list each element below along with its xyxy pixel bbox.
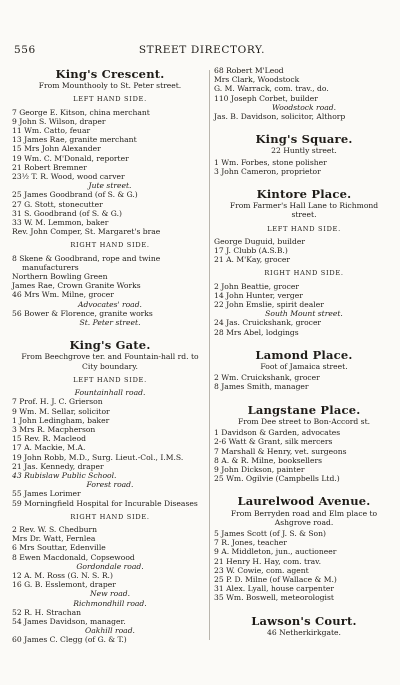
section-intro: Foot of Jamaica street. [260, 362, 348, 372]
directory-section [214, 483, 394, 602]
directory-section [214, 337, 394, 392]
directory-entry: 7 R. Jones, teacher [214, 538, 287, 548]
cross-street: Gordondale road. [76, 561, 144, 571]
side-heading: RIGHT HAND SIDE. [70, 241, 150, 250]
section-title: Langstane Place. [247, 402, 361, 417]
directory-entry: 9 A. Middleton, jun., auctioneer [214, 547, 337, 557]
cross-street: Richmondhill road. [73, 598, 147, 608]
directory-entry: 2 Rev. W. S. Chedburn [12, 524, 98, 534]
directory-entry: 52 R. H. Strachan [12, 607, 82, 617]
directory-entry: George Duguid, builder [214, 236, 305, 246]
section-title: Lamond Place. [255, 347, 353, 362]
directory-entry: 25 Wm. Ogilvie (Campbells Ltd.) [214, 474, 340, 484]
directory-entry: 21 Jas. Kennedy, draper [12, 461, 104, 471]
side-heading: RIGHT HAND SIDE. [70, 512, 150, 521]
directory-entry: 3 John Cameron, proprietor [214, 166, 321, 176]
directory-section [214, 66, 394, 121]
directory-entry: 22 John Emslie, spirit dealer [214, 300, 324, 310]
directory-entry: 9 John S. Wilson, draper [12, 116, 106, 126]
directory-entry: 68 Robert M'Leod [214, 66, 284, 75]
directory-section [12, 67, 208, 328]
page-title: STREET DIRECTORY. [138, 44, 266, 56]
directory-section [214, 121, 394, 176]
side-heading: LEFT HAND SIDE. [73, 375, 147, 384]
cross-street: Oakhill road. [85, 626, 135, 636]
directory-entry: Rev. John Comper, St. Margaret's brae [12, 227, 161, 237]
cross-street: Advocates' road. [78, 299, 142, 309]
directory-entry: 56 Bower & Florence, granite works [12, 308, 153, 318]
cross-street: Fountainhall road. [74, 388, 146, 398]
cross-street: South Mount street. [265, 309, 343, 319]
section-spacer [214, 392, 394, 402]
directory-entry: 2 Wm. Cruickshank, grocer [214, 373, 320, 383]
directory-entry: 17 A. Mackie, M.A. [12, 443, 86, 453]
right-column [214, 66, 394, 639]
cross-street: Jute street. [88, 181, 132, 191]
directory-entry: 31 S. Goodbrand (of S. & G.) [12, 208, 122, 218]
directory-entry: 43 Rubislaw Public School. [12, 470, 117, 480]
section-spacer [214, 337, 394, 347]
directory-entry: Mrs Dr. Watt, Fernlea [12, 534, 96, 544]
directory-entry: 6 Mrs Souttar, Edenville [12, 543, 106, 553]
directory-entry: 17 J. Clubb (A.S.B.) [214, 246, 288, 256]
directory-entry: Northern Bowling Green [12, 272, 108, 282]
section-title: Kintore Place. [256, 187, 352, 202]
directory-entry: 46 Mrs Wm. Milne, grocer [12, 290, 114, 300]
directory-entry: 1 Wm. Forbes, stone polisher [214, 157, 327, 167]
section-intro: From Dee street to Bon-Accord st. [237, 416, 371, 426]
section-spacer [214, 121, 394, 131]
directory-entry: 35 Wm. Boswell, meteorologist [214, 593, 334, 603]
directory-entry: 14 John Hunter, verger [214, 290, 303, 300]
directory-entry: 5 James Scott (of J. S. & Son) [214, 528, 326, 538]
section-intro: 22 Huntly street. [271, 146, 337, 156]
side-heading: LEFT HAND SIDE. [267, 224, 341, 233]
directory-entry: 25 P. D. Milne (of Wallace & M.) [214, 574, 337, 584]
directory-entry: 8 Ewen Macdonald, Copsewood [12, 552, 135, 562]
directory-entry: 9 John Dickson, painter [214, 464, 305, 474]
directory-entry: 2-6 Watt & Grant, silk mercers [214, 437, 333, 447]
section-spacer [214, 483, 394, 493]
column-divider [209, 70, 210, 640]
directory-entry: 27 G. Stott, stonecutter [12, 199, 103, 209]
side-heading: LEFT HAND SIDE. [73, 95, 147, 104]
section-intro: From Berryden road and Elm place to Ashgrove road. [230, 508, 378, 527]
section-spacer [12, 327, 208, 337]
directory-entry: 54 James Davidson, manager. [12, 616, 126, 626]
directory-section [214, 392, 394, 484]
directory-entry: 3 Mrs R. Macpherson [12, 424, 96, 434]
directory-section [12, 327, 208, 644]
directory-entry: 13 James Rae, granite merchant [12, 135, 137, 145]
directory-entry: 2 John Beattie, grocer [214, 281, 299, 291]
directory-entry: 7 Prof. H. J. C. Grierson [12, 397, 103, 407]
directory-section [214, 176, 394, 337]
directory-entry: 23½ T. R. Wood, wood carver [12, 172, 125, 182]
directory-entry: 8 A. & R. Milne, booksellers [214, 455, 322, 465]
cross-street: St. Peter street. [79, 318, 141, 328]
page-number: 556 [14, 44, 36, 56]
directory-entry: 15 Mrs John Alexander [12, 144, 101, 154]
directory-entry: 1 Davidson & Garden, advocates [214, 428, 341, 438]
directory-entry: 60 James C. Clegg (of G. & T.) [12, 635, 127, 645]
directory-entry: 24 Jas. Cruickshank, grocer [214, 318, 322, 328]
section-spacer [214, 176, 394, 186]
directory-entry: 16 G. B. Esslemont, draper [12, 580, 116, 590]
directory-entry: 23 W. Cowie, com. agent [214, 565, 309, 575]
directory-section [214, 603, 394, 637]
directory-entry: 11 Wm. Catto, feuar [12, 126, 91, 136]
directory-entry: 8 James Smith, manager [214, 382, 309, 392]
section-intro: From Beechgrove ter. and Fountain-hall rd. to City boundary. [21, 352, 199, 371]
side-heading: RIGHT HAND SIDE. [264, 269, 344, 278]
page-header [14, 44, 390, 60]
directory-entry: Mrs Clark, Woodstock [214, 75, 300, 85]
cross-street: Forest road. [86, 480, 134, 490]
directory-entry: 25 James Goodbrand (of S. & G.) [12, 190, 138, 200]
directory-entry: 15 Rev. R. Macleod [12, 434, 86, 444]
directory-entry: G. M. Warrack, com. trav., do. [214, 84, 329, 94]
section-title: King's Square. [255, 132, 353, 147]
directory-entry: 9 Wm. M. Sellar, solicitor [12, 406, 110, 416]
section-title: Laurelwood Avenue. [237, 494, 371, 509]
section-title: King's Crescent. [55, 67, 165, 81]
directory-entry: 33 W. M. Lemmon, baker [12, 218, 109, 228]
directory-entry: 8 Skene & Goodbrand, rope and twine manufacturers [12, 253, 161, 272]
directory-entry: 110 Joseph Corbet, builder [214, 93, 318, 103]
directory-entry: 28 Mrs Abel, lodgings [214, 327, 299, 337]
cross-street: Woodstock road. [271, 102, 337, 112]
directory-entry: 19 John Robb, M.D., Surg. Lieut.-Col., I.M.S. [12, 452, 184, 462]
directory-entry: 1 John Ledingham, baker [12, 415, 110, 425]
directory-entry: 7 George E. Kitson, china merchant [12, 107, 150, 117]
section-intro: From Farmer's Hall Lane to Richmond street. [229, 201, 379, 220]
section-title: Lawson's Court. [251, 613, 357, 628]
section-spacer [214, 603, 394, 613]
directory-entry: 31 Alex. Lyall, house carpenter [214, 584, 334, 594]
section-title: King's Gate. [69, 338, 151, 353]
section-intro: From Mounthooly to St. Peter street. [38, 81, 182, 91]
directory-entry: 21 A. M'Kay, grocer [214, 255, 290, 265]
directory-entry: 55 James Lorimer [12, 489, 81, 499]
section-intro: 46 Netherkirkgate. [267, 627, 341, 637]
directory-entry: Jas. B. Davidson, solicitor, Althorp [214, 112, 346, 122]
left-column [12, 66, 208, 645]
directory-entry: 7 Marshall & Henry, vet. surgeons [214, 446, 347, 456]
directory-entry: 21 Robert Bremner [12, 162, 87, 172]
directory-entry: 21 Henry H. Hay, com. trav. [214, 556, 321, 566]
directory-entry: James Rae, Crown Granite Works [12, 281, 141, 291]
directory-entry: 19 Wm. C. M'Donald, reporter [12, 153, 129, 163]
cross-street: New road. [89, 589, 131, 599]
directory-entry: 12 A. M. Ross (G. N. S. R.) [12, 570, 113, 580]
directory-entry: 59 Morningfield Hospital for Incurable Diseases [12, 498, 198, 508]
